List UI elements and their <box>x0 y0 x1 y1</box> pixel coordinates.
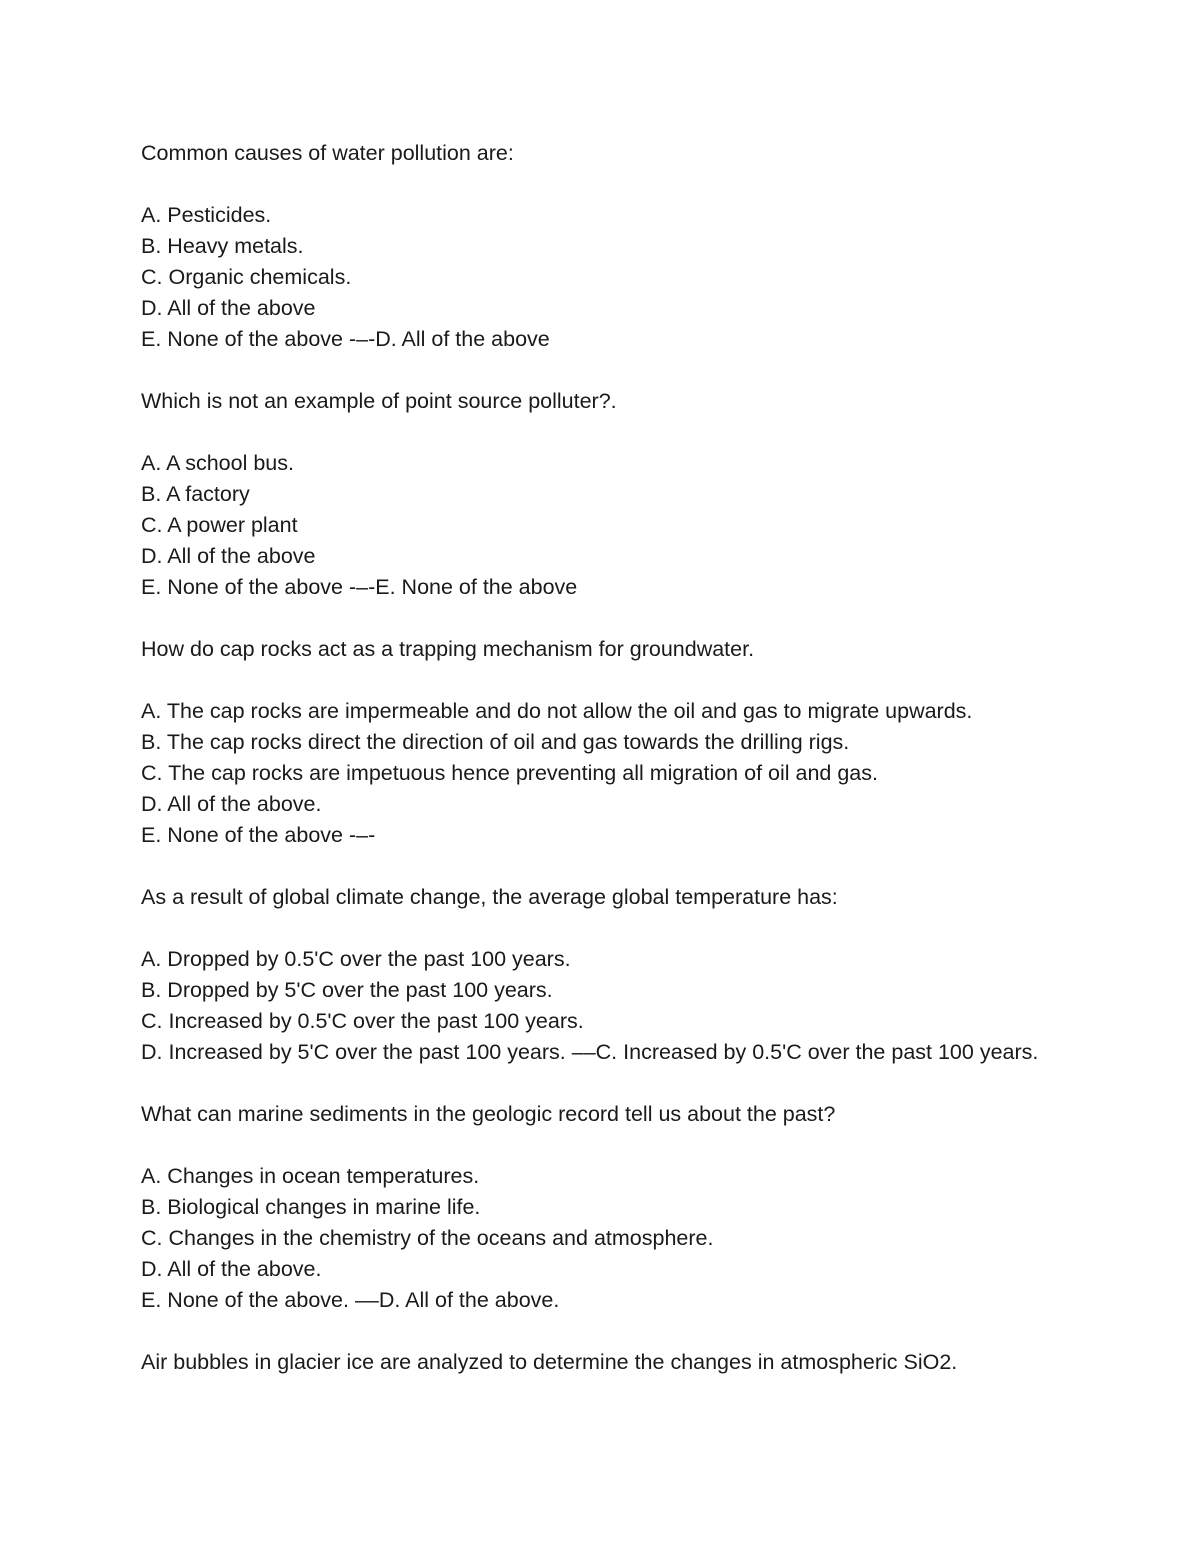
answer-option: E. None of the above -–-D. All of the above <box>141 327 550 351</box>
answer-option: A. A school bus. <box>141 451 294 475</box>
answer-option: D. All of the above <box>141 296 316 320</box>
question-block-4 <box>141 882 1081 1068</box>
spacer <box>141 169 1081 200</box>
question-prompt: How do cap rocks act as a trapping mechanism for groundwater. <box>141 637 755 661</box>
question-block-5 <box>141 1099 1081 1316</box>
answer-option: C. A power plant <box>141 513 298 537</box>
answer-option: B. Biological changes in marine life. <box>141 1195 481 1219</box>
answer-option: B. Dropped by 5'C over the past 100 years. <box>141 978 553 1002</box>
answer-option: C. Changes in the chemistry of the oceans and atmosphere. <box>141 1226 714 1250</box>
spacer <box>141 851 1081 882</box>
spacer <box>141 417 1081 448</box>
spacer <box>141 355 1081 386</box>
answer-option: B. The cap rocks direct the direction of oil and gas towards the drilling rigs. <box>141 730 850 754</box>
answer-option: A. Pesticides. <box>141 203 272 227</box>
question-block-3 <box>141 634 1081 851</box>
answer-option: D. All of the above. <box>141 1257 322 1281</box>
answer-option: C. The cap rocks are impetuous hence preventing all migration of oil and gas. <box>141 761 878 785</box>
answer-option: A. The cap rocks are impermeable and do not allow the oil and gas to migrate upwards. <box>141 699 973 723</box>
question-prompt: Common causes of water pollution are: <box>141 141 514 165</box>
document-page <box>141 138 1081 1378</box>
spacer <box>141 603 1081 634</box>
spacer <box>141 1316 1081 1347</box>
answer-option: D. All of the above <box>141 544 316 568</box>
answer-option: A. Dropped by 0.5'C over the past 100 years. <box>141 947 571 971</box>
spacer <box>141 1130 1081 1161</box>
question-prompt: Which is not an example of point source polluter?. <box>141 389 617 413</box>
question-prompt: What can marine sediments in the geologic record tell us about the past? <box>141 1102 836 1126</box>
spacer <box>141 913 1081 944</box>
question-prompt: As a result of global climate change, the average global temperature has: <box>141 885 838 909</box>
answer-option: E. None of the above -–- <box>141 823 376 847</box>
question-block-1 <box>141 138 1081 355</box>
answer-option: E. None of the above -–-E. None of the above <box>141 575 578 599</box>
spacer <box>141 1068 1081 1099</box>
answer-option: B. A factory <box>141 482 250 506</box>
final-statement: Air bubbles in glacier ice are analyzed to determine the changes in atmospheric SiO2. <box>141 1350 958 1374</box>
answer-option: C. Increased by 0.5'C over the past 100 years. <box>141 1009 584 1033</box>
answer-option: C. Organic chemicals. <box>141 265 352 289</box>
answer-option: E. None of the above. ––D. All of the above. <box>141 1288 560 1312</box>
answer-option: B. Heavy metals. <box>141 234 304 258</box>
question-block-2 <box>141 386 1081 603</box>
answer-option: A. Changes in ocean temperatures. <box>141 1164 480 1188</box>
spacer <box>141 665 1081 696</box>
answer-option: D. Increased by 5'C over the past 100 years. ––C. Increased by 0.5'C over the past 100 years. <box>141 1040 1039 1064</box>
answer-option: D. All of the above. <box>141 792 322 816</box>
